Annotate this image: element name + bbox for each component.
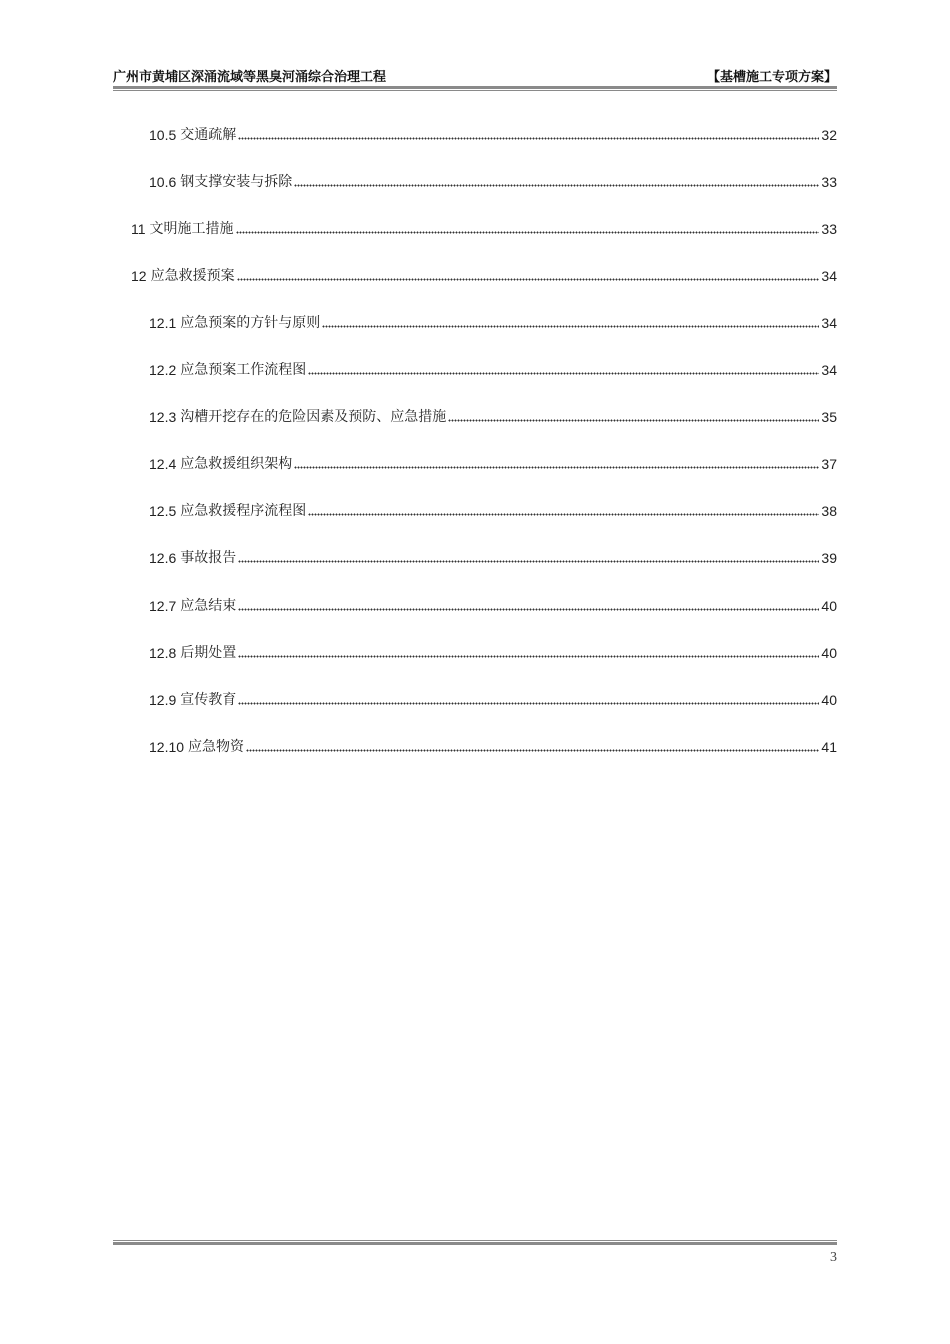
- toc-entry-number: 10.6: [149, 174, 177, 190]
- toc-entry-title: 应急预案工作流程图: [180, 362, 307, 378]
- dot-leader: [448, 419, 819, 422]
- dot-leader: [236, 231, 820, 234]
- toc-entry-title: 应急救援组织架构: [180, 456, 293, 472]
- toc-entry-number: 12.6: [149, 550, 177, 566]
- toc-entry-12-1[interactable]: [149, 310, 837, 332]
- toc-entry-12-6[interactable]: [149, 545, 837, 567]
- toc-entry-title: 应急救援程序流程图: [180, 503, 307, 519]
- dot-leader: [294, 466, 819, 469]
- dot-leader: [238, 702, 819, 705]
- dot-leader: [238, 560, 819, 563]
- toc-entry-10-6[interactable]: [149, 169, 837, 191]
- toc-entry-title: 事故报告: [180, 550, 237, 566]
- toc-entry-number: 11: [131, 221, 146, 237]
- toc-entry-number: 12.4: [149, 456, 177, 472]
- dot-leader: [294, 184, 819, 187]
- footer-rule-thin: [113, 1240, 837, 1241]
- dot-leader: [246, 749, 819, 752]
- toc-entry-page: 34: [821, 268, 837, 284]
- toc-entry-page: 35: [821, 409, 837, 425]
- toc-entry-page: 41: [821, 739, 837, 755]
- toc-entry-number: 10.5: [149, 127, 177, 143]
- toc-entry-number: 12.5: [149, 503, 177, 519]
- toc-entry-page: 40: [821, 692, 837, 708]
- toc-entry-page: 33: [821, 174, 837, 190]
- toc-entry-number: 12.9: [149, 692, 177, 708]
- header-document-title: 【基槽施工专项方案】: [706, 70, 837, 85]
- toc-entry-page: 33: [821, 221, 837, 237]
- toc-entry-12[interactable]: [131, 263, 837, 285]
- toc-entry-11[interactable]: [131, 216, 837, 238]
- toc-entry-title: 应急预案的方针与原则: [180, 315, 321, 331]
- page-header: [113, 66, 837, 86]
- toc-entry-page: 32: [821, 127, 837, 143]
- toc-entry-title: 宣传教育: [180, 692, 237, 708]
- dot-leader: [237, 278, 820, 281]
- toc-entry-number: 12.2: [149, 362, 177, 378]
- toc-entry-12-5[interactable]: [149, 498, 837, 520]
- toc-entry-title: 应急物资: [188, 739, 245, 755]
- toc-entry-page: 40: [821, 598, 837, 614]
- dot-leader: [322, 325, 819, 328]
- toc-entry-12-3[interactable]: [149, 404, 837, 426]
- header-rule-thick: [113, 86, 837, 89]
- toc-entry-page: 40: [821, 645, 837, 661]
- toc-entry-number: 12.10: [149, 739, 185, 755]
- toc-entry-title: 交通疏解: [180, 127, 237, 143]
- toc-entry-12-7[interactable]: [149, 593, 837, 615]
- dot-leader: [308, 372, 819, 375]
- toc-entry-page: 34: [821, 362, 837, 378]
- toc-entry-title: 后期处置: [180, 645, 237, 661]
- dot-leader: [238, 137, 819, 140]
- toc-entry-title: 沟槽开挖存在的危险因素及预防、应急措施: [180, 409, 447, 425]
- toc-entry-number: 12.3: [149, 409, 177, 425]
- toc-entry-12-2[interactable]: [149, 357, 837, 379]
- page-number: 3: [830, 1250, 837, 1265]
- toc-entry-title: 文明施工措施: [149, 221, 234, 237]
- toc-entry-number: 12.7: [149, 598, 177, 614]
- toc-entry-page: 37: [821, 456, 837, 472]
- toc-entry-title: 应急结束: [180, 598, 237, 614]
- toc-entry-10-5[interactable]: [149, 122, 837, 144]
- dot-leader: [238, 655, 819, 658]
- toc-entry-number: 12: [131, 268, 147, 284]
- header-rule-thin: [113, 90, 837, 91]
- toc-entry-number: 12.1: [149, 315, 177, 331]
- dot-leader: [308, 513, 819, 516]
- toc-entry-12-10[interactable]: [149, 734, 837, 756]
- toc-entry-title: 应急救援预案: [150, 268, 235, 284]
- toc-entry-page: 39: [821, 550, 837, 566]
- toc-entry-page: 34: [821, 315, 837, 331]
- toc-entry-page: 38: [821, 503, 837, 519]
- toc-entry-12-8[interactable]: [149, 640, 837, 662]
- toc-entry-title: 钢支撑安装与拆除: [180, 174, 293, 190]
- toc-entry-number: 12.8: [149, 645, 177, 661]
- dot-leader: [238, 608, 819, 611]
- toc-entry-12-4[interactable]: [149, 451, 837, 473]
- header-project-title: 广州市黄埔区深涌流域等黑臭河涌综合治理工程: [113, 70, 387, 85]
- footer-rule-thick: [113, 1242, 837, 1245]
- toc-entry-12-9[interactable]: [149, 687, 837, 709]
